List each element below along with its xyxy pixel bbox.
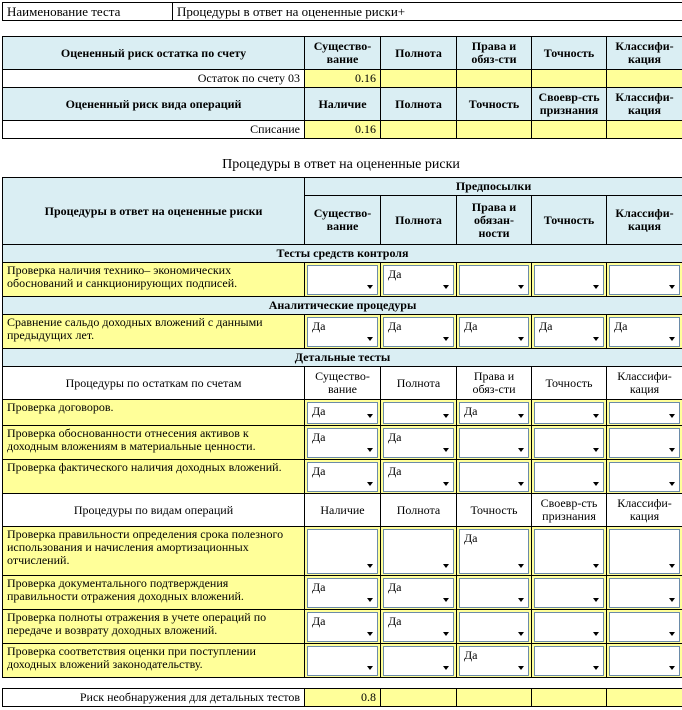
chevron-down-icon[interactable] bbox=[518, 564, 524, 568]
dropdown-value: Да bbox=[388, 429, 402, 444]
procedure-label: Проверка договоров. bbox=[3, 400, 305, 426]
prerequisite-cell bbox=[381, 527, 457, 576]
chevron-down-icon[interactable] bbox=[593, 337, 599, 341]
header-table bbox=[2, 2, 682, 21]
test-name-label: Наименование теста bbox=[3, 3, 173, 21]
empty-cell[interactable] bbox=[607, 121, 682, 139]
col-header: Своевр-сть признания bbox=[532, 494, 607, 527]
empty-cell[interactable] bbox=[532, 70, 607, 88]
prerequisite-cell bbox=[381, 576, 457, 610]
dropdown-value: Да bbox=[464, 318, 478, 333]
prerequisite-dropdown[interactable] bbox=[459, 612, 529, 642]
empty-cell[interactable] bbox=[607, 689, 682, 707]
risk-table bbox=[2, 36, 682, 139]
prerequisite-cell bbox=[381, 426, 457, 460]
prerequisite-dropdown[interactable] bbox=[383, 646, 454, 676]
prerequisite-dropdown[interactable] bbox=[609, 265, 680, 295]
col-header: Существо-вание bbox=[305, 196, 381, 245]
prerequisite-dropdown[interactable] bbox=[534, 578, 604, 608]
account-row-label: Остаток по счету 03 bbox=[3, 70, 305, 88]
col-header: Существо-вание bbox=[305, 367, 381, 400]
chevron-down-icon[interactable] bbox=[518, 666, 524, 670]
empty-cell[interactable] bbox=[457, 70, 532, 88]
prerequisite-dropdown[interactable] bbox=[383, 578, 454, 608]
prerequisite-cell bbox=[532, 644, 607, 678]
prerequisite-dropdown[interactable] bbox=[307, 578, 378, 608]
prerequisite-dropdown[interactable] bbox=[307, 646, 378, 676]
chevron-down-icon[interactable] bbox=[669, 414, 675, 418]
procedure-row bbox=[3, 576, 682, 610]
chevron-down-icon[interactable] bbox=[443, 632, 449, 636]
chevron-down-icon[interactable] bbox=[443, 666, 449, 670]
prerequisite-cell bbox=[381, 315, 457, 349]
prerequisite-cell bbox=[457, 263, 532, 297]
chevron-down-icon[interactable] bbox=[518, 482, 524, 486]
col-header: Полнота bbox=[381, 37, 457, 70]
empty-cell[interactable] bbox=[532, 121, 607, 139]
dropdown-value: Да bbox=[464, 403, 478, 418]
prerequisite-dropdown[interactable] bbox=[383, 529, 454, 574]
col-header: Полнота bbox=[381, 494, 457, 527]
col-header: Полнота bbox=[381, 367, 457, 400]
col-header: Наличие bbox=[305, 494, 381, 527]
procedures-header: Процедуры в ответ на оцененные риски bbox=[3, 178, 305, 245]
col-header: Точность bbox=[457, 88, 532, 121]
empty-cell[interactable] bbox=[381, 121, 457, 139]
prerequisite-dropdown[interactable] bbox=[609, 317, 680, 347]
section-controls: Тесты средств контроля bbox=[3, 245, 682, 263]
chevron-down-icon[interactable] bbox=[518, 285, 524, 289]
chevron-down-icon[interactable] bbox=[669, 666, 675, 670]
procedure-label: Проверка соответствия оценки при поступлении доходных вложений законодательству. bbox=[3, 644, 305, 678]
dropdown-value: Да bbox=[312, 613, 326, 628]
chevron-down-icon[interactable] bbox=[367, 337, 373, 341]
dropdown-value: Да bbox=[388, 266, 402, 281]
prerequisite-dropdown[interactable] bbox=[609, 529, 680, 574]
prerequisite-cell bbox=[305, 644, 381, 678]
chevron-down-icon[interactable] bbox=[443, 564, 449, 568]
prerequisite-dropdown[interactable] bbox=[383, 612, 454, 642]
prerequisite-dropdown[interactable] bbox=[383, 317, 454, 347]
prerequisites-header: Предпосылки bbox=[305, 178, 682, 196]
prerequisite-dropdown[interactable] bbox=[459, 402, 529, 424]
procedure-row bbox=[3, 610, 682, 644]
empty-cell[interactable] bbox=[381, 70, 457, 88]
col-header: Точность bbox=[532, 367, 607, 400]
col-header: Классифи-кация bbox=[607, 196, 682, 245]
detection-risk-label: Риск необнаружения для детальных тестов bbox=[3, 689, 305, 707]
dropdown-value: Да bbox=[388, 579, 402, 594]
prerequisite-dropdown[interactable] bbox=[459, 265, 529, 295]
prerequisite-cell bbox=[381, 263, 457, 297]
section-analytic: Аналитические процедуры bbox=[3, 297, 682, 315]
prerequisite-dropdown[interactable] bbox=[307, 402, 378, 424]
prerequisite-dropdown[interactable] bbox=[534, 612, 604, 642]
chevron-down-icon[interactable] bbox=[593, 564, 599, 568]
chevron-down-icon[interactable] bbox=[367, 482, 373, 486]
empty-cell[interactable] bbox=[381, 689, 457, 707]
prerequisite-dropdown[interactable] bbox=[459, 578, 529, 608]
prerequisite-dropdown[interactable] bbox=[459, 646, 529, 676]
prerequisite-dropdown[interactable] bbox=[307, 612, 378, 642]
procedure-row bbox=[3, 263, 682, 297]
procedure-label: Проверка полноты отражения в учете операций по передаче и возврату доходных вложений. bbox=[3, 610, 305, 644]
prerequisite-cell bbox=[305, 610, 381, 644]
prerequisite-cell bbox=[532, 610, 607, 644]
dropdown-value: Да bbox=[614, 318, 628, 333]
chevron-down-icon[interactable] bbox=[367, 598, 373, 602]
col-header: Полнота bbox=[381, 196, 457, 245]
chevron-down-icon[interactable] bbox=[518, 598, 524, 602]
prerequisite-cell bbox=[381, 610, 457, 644]
prerequisite-cell bbox=[532, 527, 607, 576]
chevron-down-icon[interactable] bbox=[593, 666, 599, 670]
procedure-label: Сравнение сальдо доходных вложений с данными предыдущих лет. bbox=[3, 315, 305, 349]
procedure-row bbox=[3, 460, 682, 494]
procedure-label: Проверка обоснованности отнесения активов к доходным вложениям в материальные ценности. bbox=[3, 426, 305, 460]
prerequisite-dropdown[interactable] bbox=[534, 428, 604, 458]
dropdown-value: Да bbox=[312, 403, 326, 418]
chevron-down-icon[interactable] bbox=[669, 632, 675, 636]
chevron-down-icon[interactable] bbox=[443, 285, 449, 289]
chevron-down-icon[interactable] bbox=[443, 448, 449, 452]
col-header: Точность bbox=[457, 494, 532, 527]
col-header: Классифи-кация bbox=[607, 494, 682, 527]
procedure-label: Проверка наличия технико– экономических обоснований и санкционирующих подписей. bbox=[3, 263, 305, 297]
prerequisite-cell bbox=[607, 610, 682, 644]
chevron-down-icon[interactable] bbox=[669, 337, 675, 341]
prerequisite-cell bbox=[607, 527, 682, 576]
chevron-down-icon[interactable] bbox=[669, 285, 675, 289]
empty-cell[interactable] bbox=[457, 121, 532, 139]
prerequisite-cell bbox=[532, 460, 607, 494]
chevron-down-icon[interactable] bbox=[367, 564, 373, 568]
prerequisite-cell bbox=[607, 400, 682, 426]
prerequisite-cell bbox=[457, 576, 532, 610]
prerequisite-dropdown[interactable] bbox=[383, 402, 454, 424]
prerequisite-cell bbox=[457, 610, 532, 644]
prerequisite-dropdown[interactable] bbox=[609, 428, 680, 458]
chevron-down-icon[interactable] bbox=[593, 598, 599, 602]
prerequisite-cell bbox=[607, 315, 682, 349]
main-title: Процедуры в ответ на оцененные риски bbox=[222, 157, 460, 172]
chevron-down-icon[interactable] bbox=[669, 482, 675, 486]
prerequisite-dropdown[interactable] bbox=[534, 462, 604, 492]
chevron-down-icon[interactable] bbox=[593, 448, 599, 452]
prerequisite-cell bbox=[457, 315, 532, 349]
dropdown-value: Да bbox=[464, 647, 478, 662]
dropdown-value: Да bbox=[312, 579, 326, 594]
prerequisite-cell bbox=[457, 460, 532, 494]
col-header: Классифи-кация bbox=[607, 88, 682, 121]
prerequisite-cell bbox=[532, 315, 607, 349]
chevron-down-icon[interactable] bbox=[367, 285, 373, 289]
ops-row-label: Списание bbox=[3, 121, 305, 139]
prerequisite-dropdown[interactable] bbox=[534, 646, 604, 676]
chevron-down-icon[interactable] bbox=[443, 598, 449, 602]
dropdown-value: Да bbox=[388, 318, 402, 333]
chevron-down-icon[interactable] bbox=[443, 482, 449, 486]
prerequisite-cell bbox=[532, 263, 607, 297]
prerequisite-cell bbox=[305, 400, 381, 426]
prerequisite-cell bbox=[305, 263, 381, 297]
prerequisite-dropdown[interactable] bbox=[383, 428, 454, 458]
empty-cell[interactable] bbox=[532, 689, 607, 707]
prerequisite-dropdown[interactable] bbox=[609, 578, 680, 608]
empty-cell[interactable] bbox=[457, 689, 532, 707]
prerequisite-dropdown[interactable] bbox=[609, 402, 680, 424]
chevron-down-icon[interactable] bbox=[367, 632, 373, 636]
prerequisite-dropdown[interactable] bbox=[459, 317, 529, 347]
prerequisite-cell bbox=[381, 644, 457, 678]
prerequisite-dropdown[interactable] bbox=[609, 612, 680, 642]
dropdown-value: Да bbox=[312, 429, 326, 444]
dropdown-value: Да bbox=[312, 463, 326, 478]
prerequisite-cell bbox=[607, 263, 682, 297]
prerequisite-cell bbox=[305, 527, 381, 576]
prerequisite-cell bbox=[305, 460, 381, 494]
chevron-down-icon[interactable] bbox=[367, 448, 373, 452]
prerequisite-dropdown[interactable] bbox=[534, 402, 604, 424]
col-header: Классифи-кация bbox=[607, 367, 682, 400]
chevron-down-icon[interactable] bbox=[518, 632, 524, 636]
prerequisite-cell bbox=[305, 426, 381, 460]
detection-risk-value[interactable]: 0.8 bbox=[305, 689, 381, 707]
chevron-down-icon[interactable] bbox=[518, 448, 524, 452]
prerequisite-dropdown[interactable] bbox=[609, 462, 680, 492]
prerequisite-dropdown[interactable] bbox=[383, 265, 454, 295]
account-risk-value[interactable]: 0.16 bbox=[305, 70, 381, 88]
prerequisite-cell bbox=[381, 460, 457, 494]
dropdown-value: Да bbox=[388, 463, 402, 478]
prerequisite-cell bbox=[607, 644, 682, 678]
col-header: Права и обязан-ности bbox=[457, 196, 532, 245]
chevron-down-icon[interactable] bbox=[367, 666, 373, 670]
prerequisite-cell bbox=[457, 644, 532, 678]
col-header: Права и обяз-сти bbox=[457, 367, 532, 400]
col-header: Полнота bbox=[381, 88, 457, 121]
col-header: Точность bbox=[532, 37, 607, 70]
detection-risk-table bbox=[2, 688, 682, 707]
procedure-row bbox=[3, 400, 682, 426]
procedures-table bbox=[2, 177, 682, 678]
prerequisite-dropdown[interactable] bbox=[307, 317, 378, 347]
procedure-row bbox=[3, 527, 682, 576]
prerequisite-cell bbox=[532, 400, 607, 426]
prerequisite-dropdown[interactable] bbox=[534, 317, 604, 347]
col-header: Существо-вание bbox=[305, 37, 381, 70]
prerequisite-dropdown[interactable] bbox=[307, 428, 378, 458]
balances-header: Процедуры по остаткам по счетам bbox=[3, 367, 305, 400]
prerequisite-dropdown[interactable] bbox=[534, 265, 604, 295]
prerequisite-cell bbox=[457, 426, 532, 460]
account-risk-header: Оцененный риск остатка по счету bbox=[3, 37, 305, 70]
col-header: Права и обяз-сти bbox=[457, 37, 532, 70]
prerequisite-dropdown[interactable] bbox=[459, 529, 529, 574]
chevron-down-icon[interactable] bbox=[669, 448, 675, 452]
dropdown-value: Да bbox=[312, 318, 326, 333]
prerequisite-cell bbox=[305, 315, 381, 349]
procedure-label: Проверка документального подтверждения правильности отражения доходных вложений. bbox=[3, 576, 305, 610]
chevron-down-icon[interactable] bbox=[593, 414, 599, 418]
procedure-label: Проверка фактического наличия доходных вложений. bbox=[3, 460, 305, 494]
prerequisite-cell bbox=[532, 576, 607, 610]
dropdown-value: Да bbox=[539, 318, 553, 333]
chevron-down-icon[interactable] bbox=[593, 285, 599, 289]
dropdown-value: Да bbox=[388, 613, 402, 628]
prerequisite-cell bbox=[607, 460, 682, 494]
prerequisite-dropdown[interactable] bbox=[307, 462, 378, 492]
test-name-value[interactable]: Процедуры в ответ на оцененные риски+ bbox=[173, 3, 682, 21]
prerequisite-cell bbox=[381, 400, 457, 426]
prerequisite-cell bbox=[607, 576, 682, 610]
col-header: Точность bbox=[532, 196, 607, 245]
prerequisite-dropdown[interactable] bbox=[459, 462, 529, 492]
col-header: Своевр-сть признания bbox=[532, 88, 607, 121]
section-detailed: Детальные тесты bbox=[3, 349, 682, 367]
chevron-down-icon[interactable] bbox=[367, 414, 373, 418]
col-header: Классифи-кация bbox=[607, 37, 682, 70]
procedure-row bbox=[3, 315, 682, 349]
ops-risk-value[interactable]: 0.16 bbox=[305, 121, 381, 139]
prerequisite-cell bbox=[607, 426, 682, 460]
prerequisite-dropdown[interactable] bbox=[307, 265, 378, 295]
chevron-down-icon[interactable] bbox=[593, 632, 599, 636]
prerequisite-dropdown[interactable] bbox=[383, 462, 454, 492]
chevron-down-icon[interactable] bbox=[669, 564, 675, 568]
prerequisite-cell bbox=[457, 527, 532, 576]
prerequisite-dropdown[interactable] bbox=[609, 646, 680, 676]
prerequisite-dropdown[interactable] bbox=[459, 428, 529, 458]
ops-procedures-header: Процедуры по видам операций bbox=[3, 494, 305, 527]
prerequisite-dropdown[interactable] bbox=[307, 529, 378, 574]
prerequisite-cell bbox=[305, 576, 381, 610]
empty-cell[interactable] bbox=[607, 70, 682, 88]
prerequisite-dropdown[interactable] bbox=[534, 529, 604, 574]
procedure-row bbox=[3, 644, 682, 678]
ops-risk-header: Оцененный риск вида операций bbox=[3, 88, 305, 121]
procedure-row bbox=[3, 426, 682, 460]
chevron-down-icon[interactable] bbox=[669, 598, 675, 602]
procedure-label: Проверка правильности определения срока полезного использования и начисления амортизационных отчислений. bbox=[3, 527, 305, 576]
chevron-down-icon[interactable] bbox=[443, 414, 449, 418]
dropdown-value: Да bbox=[464, 530, 478, 545]
col-header: Наличие bbox=[305, 88, 381, 121]
chevron-down-icon[interactable] bbox=[518, 414, 524, 418]
prerequisite-cell bbox=[457, 400, 532, 426]
prerequisite-cell bbox=[532, 426, 607, 460]
chevron-down-icon[interactable] bbox=[443, 337, 449, 341]
chevron-down-icon[interactable] bbox=[518, 337, 524, 341]
chevron-down-icon[interactable] bbox=[593, 482, 599, 486]
